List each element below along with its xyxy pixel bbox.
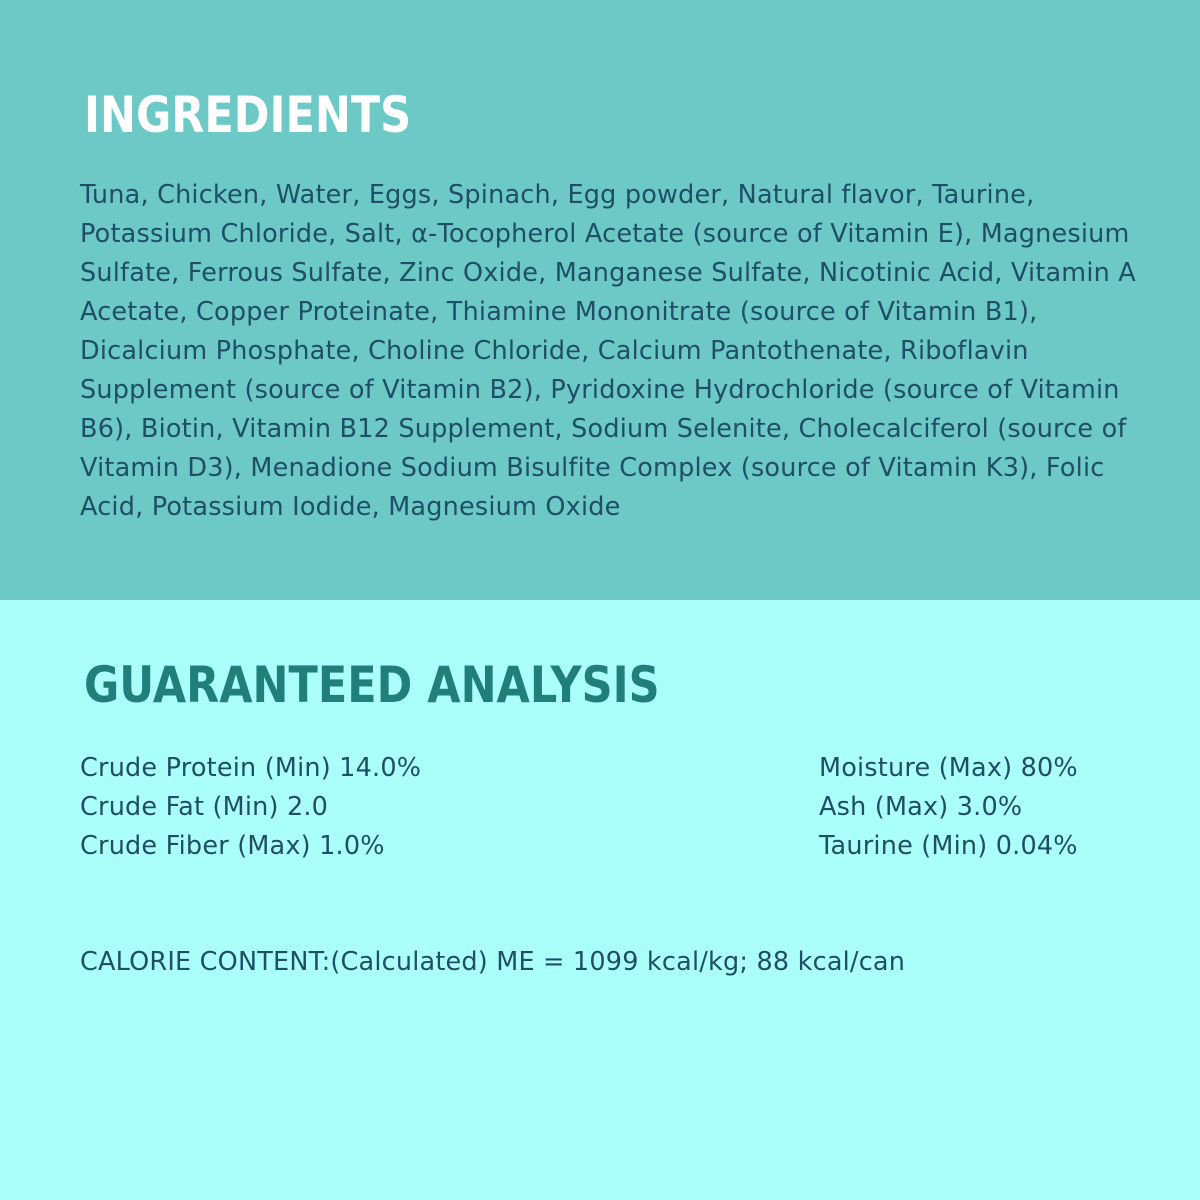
guaranteed-analysis-section bbox=[0, 600, 1200, 1200]
analysis-item-crude-protein: Crude Protein (Min) 14.0% bbox=[80, 753, 422, 783]
ingredients-list: Tuna, Chicken, Water, Eggs, Spinach, Egg powder, Natural flavor, Taurine, Potassium Chloride, Salt, α-Tocopherol Acetate (source of Vitamin E), Magnesium Sulfate, Ferrous Sulfate, Zinc Oxide, Manganese Sulfate, Nicotinic Acid, Vitamin A Acetate, Copper Proteinate, Thiamine Mononitrate (source of Vitamin B1), Dicalcium Phosphate, Choline Chloride, Calcium Pantothenate, Riboflavin Supplement (source of Vitamin B2), Pyridoxine Hydrochloride (source of Vitamin B6), Biotin, Vitamin B12 Supplement, Sodium Selenite, Cholecalciferol (source of Vitamin D3), Menadione Sodium Bisulfite Complex (source of Vitamin K3), Folic Acid, Potassium Iodide, Magnesium Oxide bbox=[80, 180, 1136, 522]
analysis-item-crude-fat: Crude Fat (Min) 2.0 bbox=[80, 792, 329, 822]
analysis-left-column bbox=[80, 749, 421, 866]
guaranteed-analysis-heading: GUARANTEED ANALYSIS bbox=[84, 656, 660, 714]
analysis-item-ash: Ash (Max) 3.0% bbox=[819, 792, 1023, 822]
analysis-item-crude-fiber: Crude Fiber (Max) 1.0% bbox=[80, 831, 385, 861]
calorie-content: CALORIE CONTENT:(Calculated) ME = 1099 kcal/kg; 88 kcal/can bbox=[80, 947, 906, 977]
analysis-item-moisture: Moisture (Max) 80% bbox=[819, 753, 1078, 783]
analysis-item-taurine: Taurine (Min) 0.04% bbox=[819, 831, 1078, 861]
ingredients-heading: INGREDIENTS bbox=[84, 86, 412, 144]
analysis-right-column bbox=[819, 749, 1078, 866]
